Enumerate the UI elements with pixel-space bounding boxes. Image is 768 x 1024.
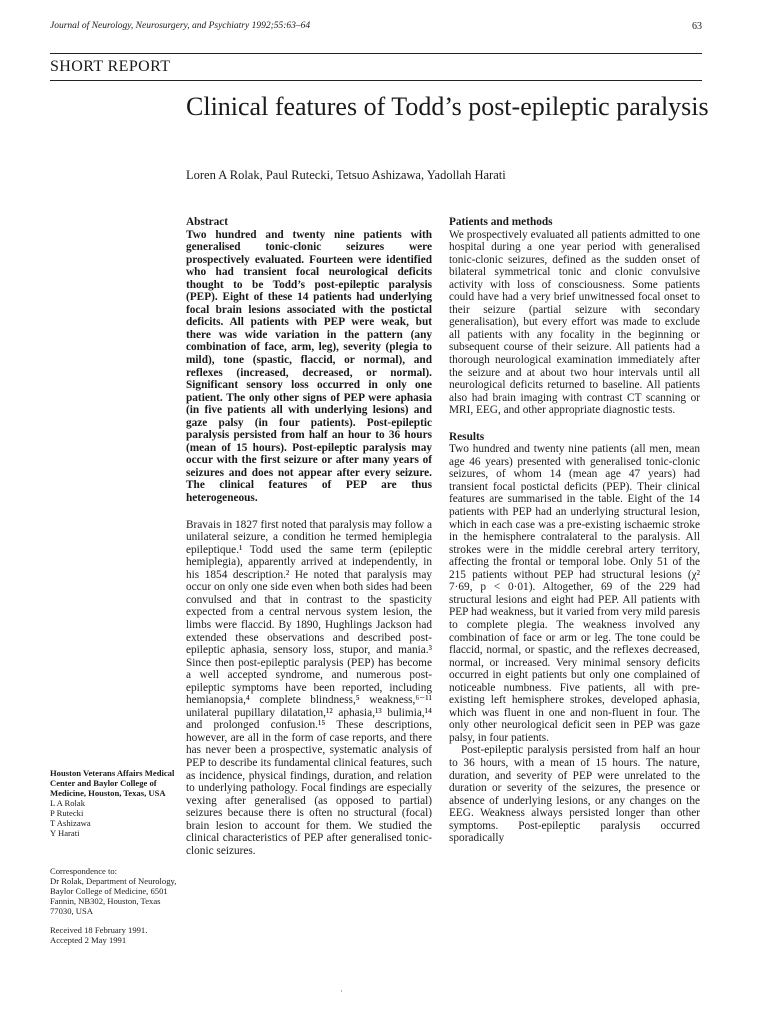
page-number: 63 [692,21,702,32]
article-title: Clinical features of Todd’s post-epileptic paralysis [186,92,709,121]
received-date: Received 18 February 1991. [50,925,148,935]
introduction-text: Bravais in 1827 first noted that paralysis may follow a unilateral seizure, a condition he termed hemiplegia epileptique.¹ Todd used the same term (epileptic hemiplegia), apparently arrived at independently, in his 1854 description.² He noted that paralysis may occur on only one side even when both sides had been convulsed and that in contrast to the spasticity expected from a central nervous system lesion, the limbs were flaccid. By 1890, Hughlings Jackson had extended these observations and described post-epileptic aphasia, sensory loss, stupor, and mania.³ Since then post-epileptic paralysis (PEP) has become a well accepted syndrome, and numerous post-epileptic symptoms have been reported, including hemianopsia,⁴ complete blindness,⁵ weakness,⁶⁻¹¹ unilateral pupillary dilatation,¹² aphasia,¹³ bulimia,¹⁴ and prolonged confusion.¹⁵ These descriptions, however, are all in the form of case reports, and there has never been a prospective, systematic analysis of PEP to describe its fundamental clinical features, such as incidence, physical findings, duration, and relation to underlying pathology. Focal findings are especially vexing after generalised (as opposed to partial) seizures because there is often no structural (focal) brain lesion to account for them. We studied the clinical characteristics of PEP after generalised tonic-clonic seizures. [186,518,432,857]
header-rule-top [50,53,702,54]
affiliation-author: Y Harati [50,828,80,838]
section-label: SHORT REPORT [50,58,171,75]
results-paragraph-1: Two hundred and twenty nine patients (all men, mean age 46 years) presented with generalised tonic-clonic seizures, of whom 14 (mean age 47 years) had transient focal postictal deficits (PEP). Their clinical features are summarised in the table. Eight of the 14 patients with PEP had an underlying structural lesion, which in each case was a pre-existing ischaemic stroke in the hemisphere contralateral to the paralysis. All strokes were in the middle cerebral artery territory, affecting the frontal or temporal lobe. Only 51 of the 215 patients without PEP had structural lesions (χ² 7·69, p < 0·01). Altogether, 69 of the 229 had structural lesions and eight had PEP. All patients with PEP had weakness, but it varied from very mild paresis to complete plegia. The weakness involved any combination of face or arm or leg. The tone could be flaccid, normal, or spastic, and the reflexes decreased, normal, or increased. Very minimal sensory deficits occurred in eight patients but only one complained of noticeable numbness. Five patients, all with pre-existing left hemisphere strokes, developed aphasia, which was fluent in one and non-fluent in four. The only other neurological deficit seen in PEP was gaze palsy, in four patients. [449,443,700,744]
methods-heading: Patients and methods [449,216,553,228]
header-rule-bottom [50,80,702,81]
correspondence-label: Correspondence to: [50,866,118,876]
footer-mark: · [340,986,343,996]
affiliation-author: T Ashizawa [50,818,91,828]
affiliation-block [50,768,178,838]
results-paragraph-2: Post-epileptic paralysis persisted from half an hour to 36 hours, with a mean of 15 hours. The nature, duration, and severity of PEP were unrelated to the duration or severity of the seizures, the presence or absence of underlying lesions, or any changes on the EEG. Weakness always persisted longer than other symptoms. Post-epileptic paralysis occurred sporadically [449,744,700,845]
affiliation-author: L A Rolak [50,798,86,808]
abstract-text: Two hundred and twenty nine patients with generalised tonic-clonic seizures were prospectively evaluated. Fourteen were identified who had transient focal neurological deficits thought to be Todd’s post-epileptic paralysis (PEP). Eight of these 14 patients had underlying focal brain lesions associated with the postictal deficits. All patients with PEP were weak, but there was wide variation in the pattern (any combination of face, arm, leg), severity (plegia to mild), tone (spastic, flaccid, or normal), and reflexes (increased, decreased, or normal). Significant sensory loss occurred in only one patient. The only other signs of PEP were aphasia (in five patients all with underlying lesions) and gaze palsy (in four patients). Post-epileptic paralysis persisted from half an hour to 36 hours (mean of 15 hours). Post-epileptic paralysis may occur with the first seizure or after many years of seizures and does not appear after every seizure. The clinical features of PEP are thus heterogeneous. [186,228,432,505]
affiliation-institution: Houston Veterans Affairs Medical Center and Baylor College of Medicine, Houston, Texas, USA [50,768,175,798]
methods-text: We prospectively evaluated all patients admitted to one hospital during a one year period with generalised tonic-clonic seizures, defined as the sudden onset of bilateral symmetrical tonic and clonic convulsive activity with loss of consciousness. Some patients could have had a very brief unwitnessed focal onset to their seizure (partial seizure with secondary generalisation), but every effort was made to exclude all patients with any focality in the beginning or subsequent course of their seizure. All patients had a thorough neurological examination immediately after the seizure and at about two hour intervals until all neurological deficits returned to baseline. All patients also had brain imaging with contrast CT scanning or MRI, EEG, and other appropriate diagnostic tests. [449,228,700,417]
journal-citation: Journal of Neurology, Neurosurgery, and Psychiatry 1992;55:63–64 [50,21,311,31]
dates-block [50,925,178,945]
abstract-heading: Abstract [186,216,229,228]
author-list: Loren A Rolak, Paul Rutecki, Tetsuo Ashizawa, Yadollah Harati [186,168,506,182]
correspondence-address: Dr Rolak, Department of Neurology, Baylor College of Medicine, 6501 Fannin, NB302, Houston, Texas 77030, USA [50,876,177,916]
accepted-date: Accepted 2 May 1991 [50,935,127,945]
affiliation-author: P Rutecki [50,808,84,818]
left-column [186,216,432,857]
correspondence-block [50,866,178,916]
right-column [449,216,700,845]
results-heading: Results [449,430,485,443]
